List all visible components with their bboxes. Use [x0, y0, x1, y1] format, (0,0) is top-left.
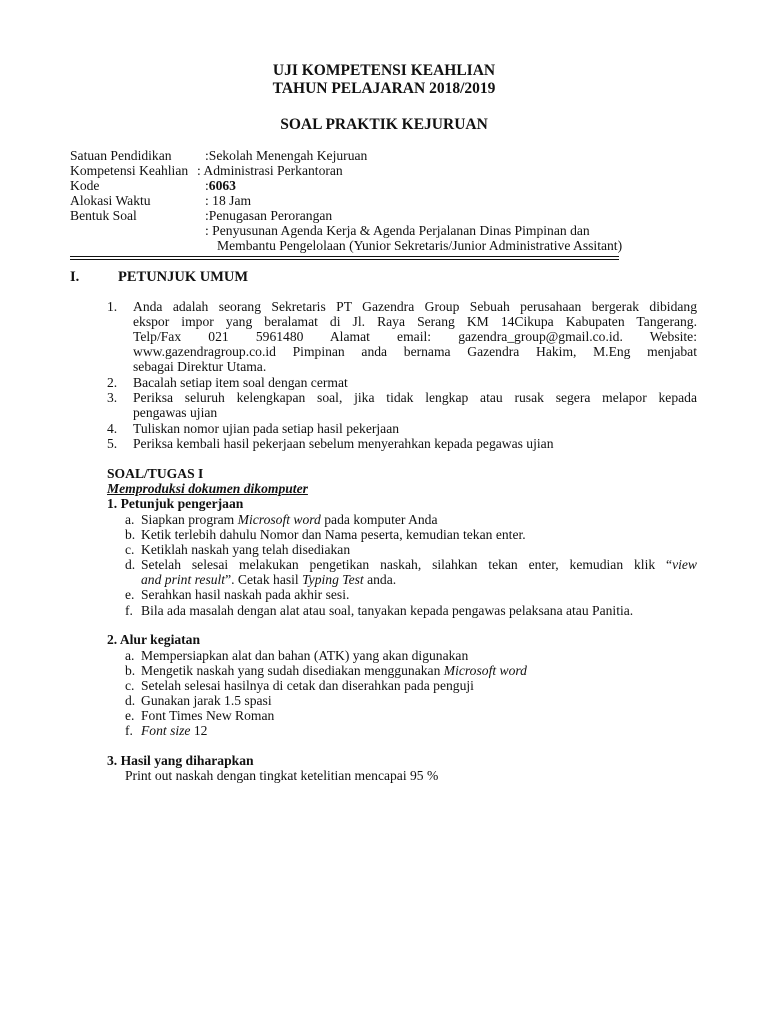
- divider-top: [70, 256, 619, 257]
- title-line-2: TAHUN PELAJARAN 2018/2019: [272, 80, 496, 97]
- bentuk-label: Bentuk Soal: [70, 208, 137, 223]
- item-1-line-3: Telp/Fax 021 5961480 Alamat email: gazendra_group@gmail.co.id. Website:: [133, 329, 697, 344]
- title-line-3: SOAL PRAKTIK KEJURUAN: [280, 116, 488, 133]
- list-letter: e.: [125, 587, 135, 602]
- soal-subheading: Memproduksi dokumen dikomputer: [107, 481, 308, 496]
- list-letter: f.: [125, 603, 133, 618]
- kompetensi-value: : Administrasi Perkantoran: [197, 163, 343, 178]
- item-1-line-1: Anda adalah seorang Sekretaris PT Gazendra Group Sebuah perusahaan bergerak dibidang: [133, 299, 697, 314]
- petunjuk-d-italic-3: Typing Test: [302, 572, 364, 587]
- bentuk-value: :Penugasan Perorangan: [205, 208, 333, 223]
- satuan-value: :Sekolah Menengah Kejuruan: [205, 148, 368, 163]
- alokasi-label: Alokasi Waktu: [70, 193, 151, 208]
- alur-f-post: 12: [190, 723, 208, 738]
- kode-colon: :: [205, 178, 209, 193]
- list-letter: a.: [125, 648, 135, 663]
- item-number: 3.: [107, 390, 118, 405]
- petunjuk-d-italic: view: [672, 557, 697, 572]
- kode-value: 6063: [208, 178, 236, 193]
- alur-title: 2. Alur kegiatan: [107, 632, 201, 647]
- divider-bottom: [70, 259, 619, 260]
- alur-f-italic: Font size: [141, 723, 191, 738]
- petunjuk-a: [141, 512, 438, 527]
- petunjuk-d-line-2: [141, 572, 396, 587]
- alur-e: Font Times New Roman: [141, 708, 275, 723]
- section-title: PETUNJUK UMUM: [118, 269, 249, 285]
- hasil-text: Print out naskah dengan tingkat ketelitian mencapai 95 %: [125, 768, 439, 783]
- list-letter: e.: [125, 708, 135, 723]
- soal-heading: SOAL/TUGAS I: [107, 466, 204, 481]
- item-number: 1.: [107, 299, 118, 314]
- petunjuk-f: Bila ada masalah dengan alat atau soal, tanyakan kepada pengawas pelaksana atau Panitia.: [141, 603, 634, 618]
- bentuk-value-3: Membantu Pengelolaan (Yunior Sekretaris/Junior Administrative Assitant): [217, 238, 623, 253]
- alur-b-italic: Microsoft word: [443, 663, 527, 678]
- list-letter: f.: [125, 723, 133, 738]
- alur-c: Setelah selesai hasilnya di cetak dan diserahkan pada penguji: [141, 678, 474, 693]
- item-1-line-2: ekspor impor yang beralamat di Jl. Raya Serang KM 14Cikupa Kabupaten Tangerang.: [133, 314, 697, 329]
- kompetensi-label: Kompetensi Keahlian: [70, 163, 189, 178]
- petunjuk-d-line-1: [141, 557, 697, 572]
- alokasi-value: : 18 Jam: [205, 193, 252, 208]
- item-number: 2.: [107, 375, 118, 390]
- petunjuk-b: Ketik terlebih dahulu Nomor dan Nama peserta, kemudian tekan enter.: [141, 527, 526, 542]
- petunjuk-a-pre: Siapkan program: [141, 512, 238, 527]
- item-1-line-4: www.gazendragroup.co.id Pimpinan anda bernama Gazendra Hakim, M.Eng menjabat: [133, 344, 697, 359]
- item-5-line-1: Periksa kembali hasil pekerjaan sebelum menyerahkan kepada pegawas ujian: [133, 436, 554, 451]
- petunjuk-e: Serahkan hasil naskah pada akhir sesi.: [141, 587, 350, 602]
- kode-value-row: [205, 178, 236, 193]
- title-line-1: UJI KOMPETENSI KEAHLIAN: [272, 62, 496, 79]
- petunjuk-d-italic-2: and print result: [141, 572, 226, 587]
- list-letter: c.: [125, 542, 135, 557]
- petunjuk-d-pre: Setelah selesai melakukan pengetikan naskah, silahkan tekan enter, kemudian klik “: [141, 557, 673, 572]
- item-number: 4.: [107, 421, 118, 436]
- petunjuk-d-mid: ”. Cetak hasil: [225, 572, 303, 587]
- list-letter: d.: [125, 557, 136, 572]
- alur-b-pre: Mengetik naskah yang sudah disediakan menggunakan: [141, 663, 444, 678]
- section-number: I.: [70, 269, 80, 285]
- bentuk-value-2: : Penyusunan Agenda Kerja & Agenda Perjalanan Dinas Pimpinan dan: [205, 223, 590, 238]
- alur-f: [141, 723, 207, 738]
- item-4-line-1: Tuliskan nomor ujian pada setiap hasil pekerjaan: [133, 421, 400, 436]
- list-letter: d.: [125, 693, 136, 708]
- petunjuk-a-italic: Microsoft word: [237, 512, 321, 527]
- item-2-line-1: Bacalah setiap item soal dengan cermat: [133, 375, 348, 390]
- petunjuk-a-post: pada komputer Anda: [320, 512, 438, 527]
- item-3-line-2: pengawas ujian: [133, 405, 218, 420]
- petunjuk-title: 1. Petunjuk pengerjaan: [107, 496, 244, 511]
- list-letter: b.: [125, 663, 136, 678]
- petunjuk-c: Ketiklah naskah yang telah disediakan: [141, 542, 351, 557]
- list-letter: a.: [125, 512, 135, 527]
- item-3-line-1: Periksa seluruh kelengkapan soal, jika tidak lengkap atau rusak segera melapor kepada: [133, 390, 697, 405]
- list-letter: b.: [125, 527, 136, 542]
- alur-a: Mempersiapkan alat dan bahan (ATK) yang akan digunakan: [141, 648, 469, 663]
- alur-b: [141, 663, 527, 678]
- petunjuk-d-post: anda.: [363, 572, 397, 587]
- satuan-label: Satuan Pendidikan: [70, 148, 172, 163]
- kode-label: Kode: [70, 178, 100, 193]
- alur-d: Gunakan jarak 1.5 spasi: [141, 693, 272, 708]
- item-1-line-5: sebagai Direktur Utama.: [133, 359, 267, 374]
- list-letter: c.: [125, 678, 135, 693]
- item-number: 5.: [107, 436, 118, 451]
- hasil-title: 3. Hasil yang diharapkan: [107, 753, 254, 768]
